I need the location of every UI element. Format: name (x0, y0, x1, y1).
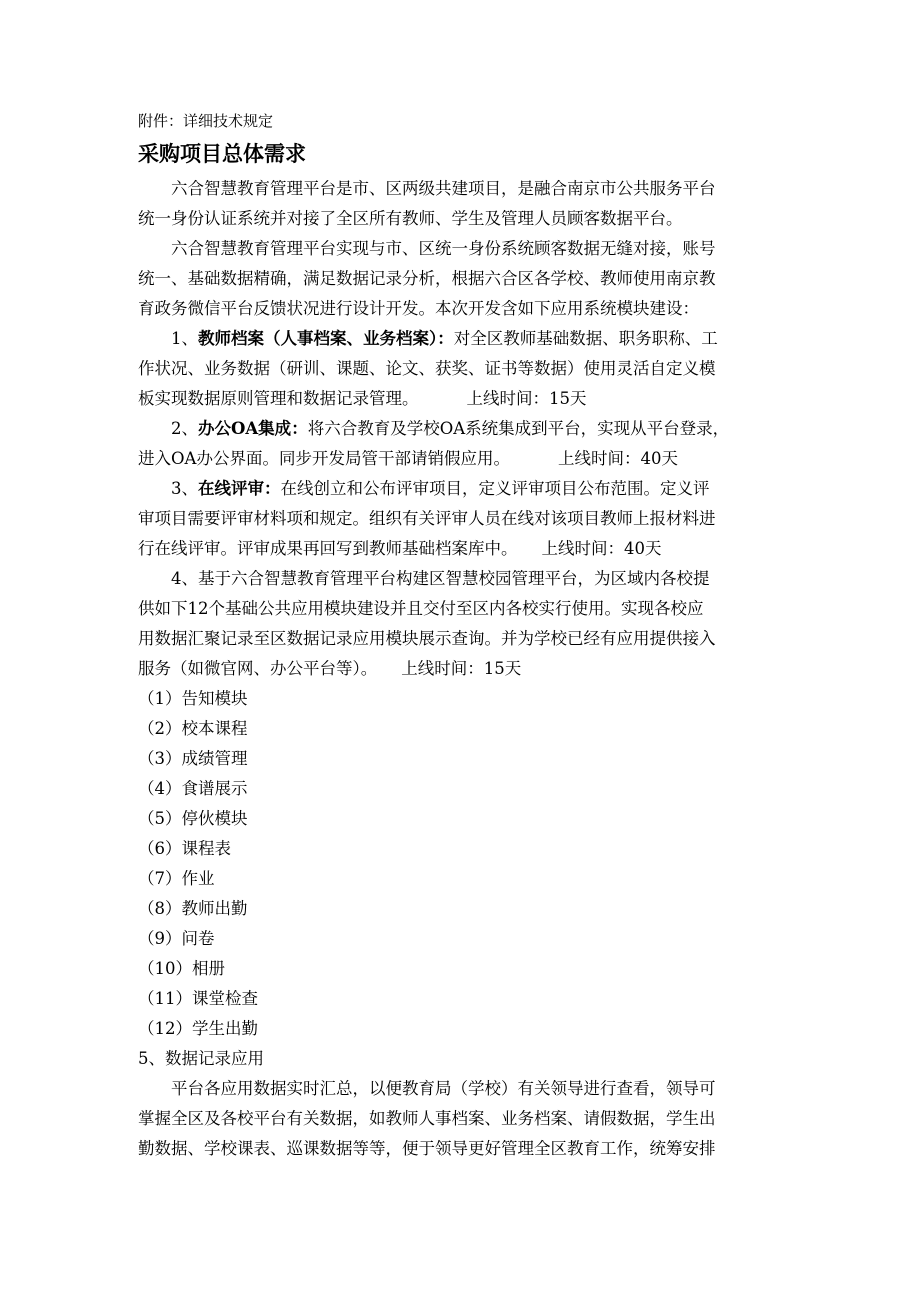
section-label: 在线评审 (198, 479, 264, 498)
list-item: （12）学生出勤 (138, 1019, 258, 1038)
paragraph-line: 4、基于六合智慧教育管理平台构建区智慧校园管理平台，为区域内各校提 (171, 569, 710, 588)
paragraph-line: 作状况、业务数据（研训、课题、论文、获奖、证书等数据）使用灵活自定义模 (138, 359, 716, 378)
section-number: 1、 (171, 329, 198, 348)
section-text: 在线创立和公布评审项目，定义评审项目公布范围。定义评 (280, 479, 710, 498)
launch-time: 上线时间：40天 (557, 449, 678, 468)
section-number: 2、 (171, 419, 198, 438)
paragraph-line (138, 324, 788, 354)
paragraph-line: 六合智慧教育管理平台实现与市、区统一身份系统顾客数据无缝对接，账号 (171, 239, 716, 258)
section-text: 进入OA办公界面。同步开发局管干部请销假应用。 (138, 449, 510, 468)
list-item: （11）课堂检查 (138, 989, 258, 1008)
paragraph-line (138, 474, 788, 504)
section-smart-campus (138, 564, 788, 684)
paragraph-line: 供如下12个基础公共应用模块建设并且交付至区内各校实行使用。实现各校应 (138, 599, 704, 618)
paragraph-line: 统一、基础数据精确，满足数据记录分析，根据六合区各学校、教师使用南京教 (138, 269, 716, 288)
document-page (138, 106, 788, 1164)
section-text: 板实现数据原则管理和数据记录管理。 (138, 389, 419, 408)
paragraph-line: 用数据汇聚记录至区数据记录应用模块展示查询。并为学校已经有应用提供接入 (138, 629, 716, 648)
launch-time: 上线时间：40天 (541, 539, 662, 558)
paragraph-line: 勤数据、学校课表、巡课数据等等，便于领导更好管理全区教育工作，统筹安排 (138, 1139, 716, 1158)
list-item: （6）课程表 (138, 839, 231, 858)
paragraph-line (138, 384, 788, 414)
page-title: 采购项目总体需求 (138, 142, 306, 166)
list-item: （5）停伙模块 (138, 809, 248, 828)
section-label: 办公OA集成 (198, 419, 292, 438)
paragraph-line: 六合智慧教育管理平台是市、区两级共建项目，是融合南京市公共服务平台 (171, 179, 716, 198)
section-colon: ： (264, 479, 281, 498)
attachment-label: 附件：详细技术规定 (138, 112, 274, 130)
intro-paragraph-1 (138, 174, 788, 234)
paragraph-line: 审项目需要评审材料项和规定。组织有关评审人员在线对该项目教师上报材料进 (138, 509, 716, 528)
section-text: 服务（如微官网、办公平台等）。 (138, 659, 378, 678)
list-item: （7）作业 (138, 869, 215, 888)
section-office-oa (138, 414, 788, 474)
section-online-review (138, 474, 788, 564)
section-text: 行在线评审。评审成果再回写到教师基础档案库中。 (138, 539, 518, 558)
section-text: 将六合教育及学校OA系统集成到平台，实现从平台登录， (307, 419, 730, 438)
paragraph-line (138, 654, 788, 684)
paragraph-line (138, 534, 788, 564)
paragraph-line (138, 444, 788, 474)
section-number: 3、 (171, 479, 198, 498)
section-data-application (138, 1044, 788, 1164)
section-heading: 5、数据记录应用 (138, 1049, 264, 1068)
list-item: （8）教师出勤 (138, 899, 248, 918)
launch-time: 上线时间：15天 (401, 659, 522, 678)
section-teacher-archives (138, 324, 788, 414)
paragraph-line: 育政务微信平台反馈状况进行设计开发。本次开发含如下应用系统模块建设： (138, 299, 699, 318)
list-item: （2）校本课程 (138, 719, 248, 738)
intro-paragraph-2 (138, 234, 788, 324)
list-item: （3）成绩管理 (138, 749, 248, 768)
section-colon: ： (291, 419, 308, 438)
paragraph-line (138, 414, 788, 444)
launch-time: 上线时间：15天 (466, 389, 587, 408)
paragraph-line: 统一身份认证系统并对接了全区所有教师、学生及管理人员顾客数据平台。 (138, 209, 683, 228)
paragraph-line: 平台各应用数据实时汇总，以便教育局（学校）有关领导进行查看，领导可 (171, 1079, 716, 1098)
section-text: 对全区教师基础数据、职务职称、工 (453, 329, 718, 348)
list-item: （1）告知模块 (138, 689, 248, 708)
paragraph-line: 掌握全区及各校平台有关数据，如教师人事档案、业务档案、请假数据，学生出 (138, 1109, 716, 1128)
list-item: （9）问卷 (138, 929, 215, 948)
list-item: （4）食谱展示 (138, 779, 248, 798)
section-colon: ）： (429, 329, 454, 348)
section-label: 教师档案（人事档案、业务档案 (198, 329, 429, 348)
module-list (138, 684, 788, 1044)
list-item: （10）相册 (138, 959, 225, 978)
